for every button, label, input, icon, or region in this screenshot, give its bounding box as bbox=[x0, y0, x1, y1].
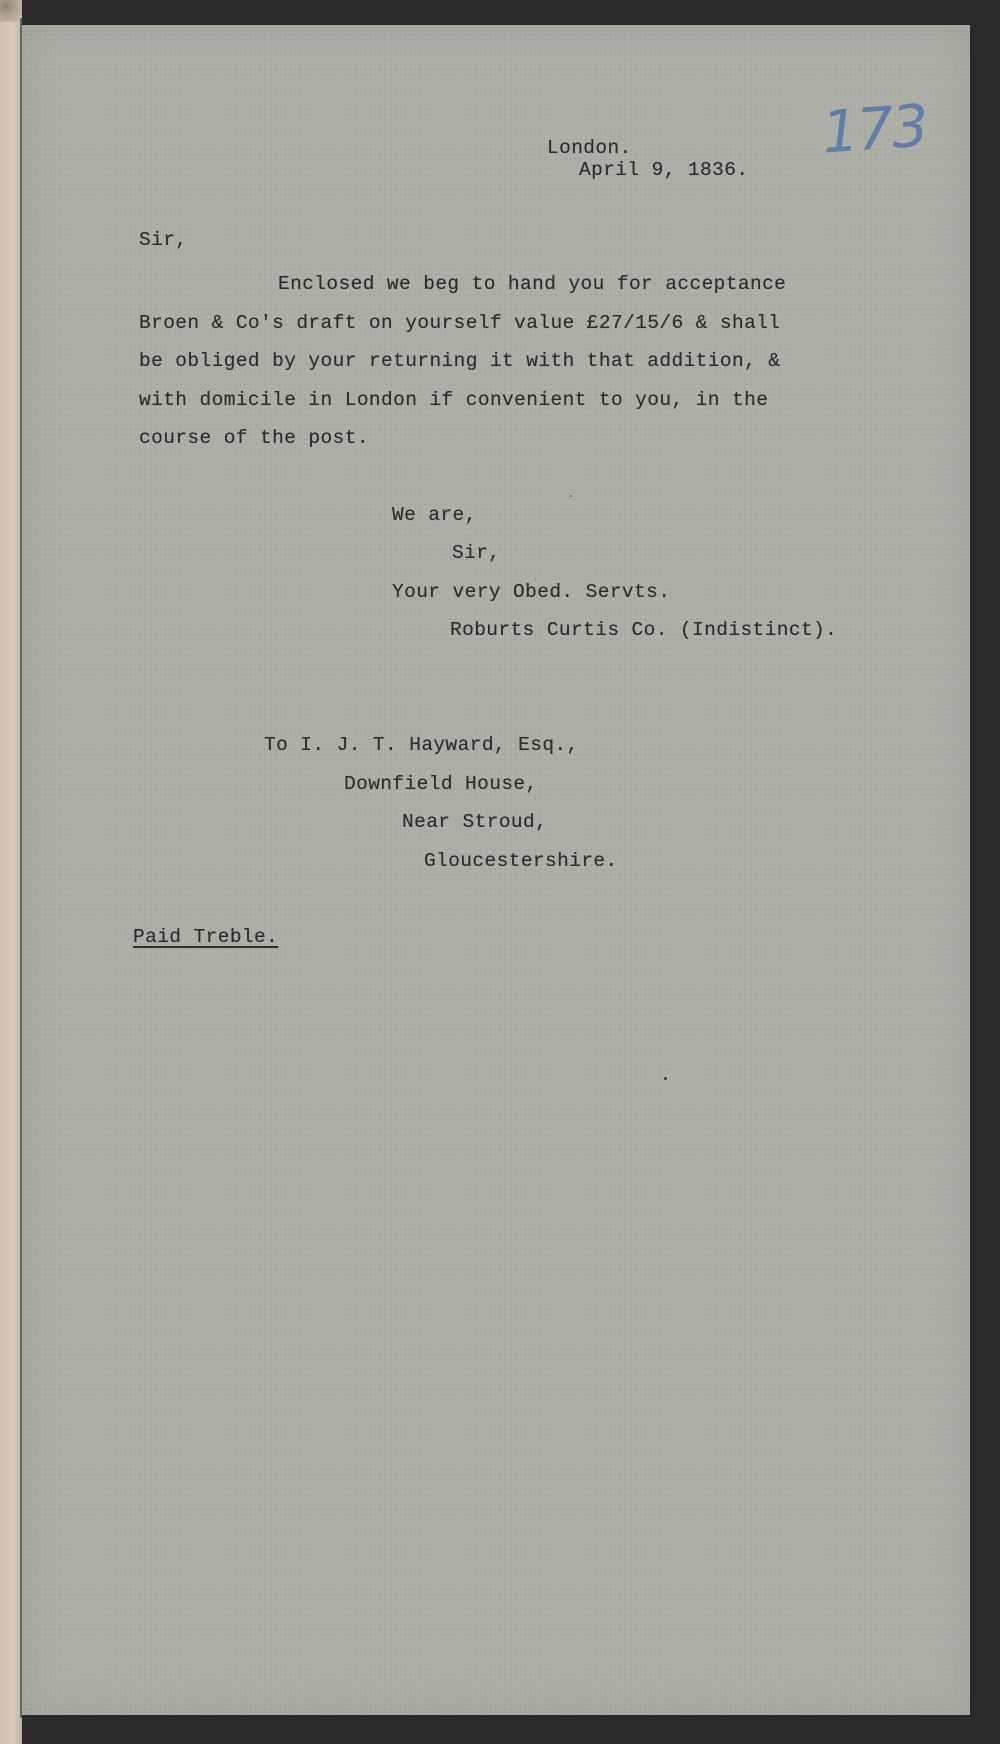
closing-servants: Your very Obed. Servts. bbox=[392, 581, 671, 603]
letter-place: London. bbox=[547, 137, 632, 159]
body-line: Enclosed we beg to hand you for acceptance bbox=[278, 273, 787, 295]
signature: Roburts Curtis Co. (Indistinct). bbox=[450, 619, 838, 641]
book-spine bbox=[0, 0, 22, 1744]
closing-sir: Sir, bbox=[452, 542, 501, 564]
body-line: with domicile in London if convenient to you, in the bbox=[139, 389, 769, 411]
spine-corner bbox=[0, 0, 22, 22]
address-town: Near Stroud, bbox=[402, 811, 548, 833]
folio-number: 173 bbox=[819, 91, 929, 167]
body-line: course of the post. bbox=[139, 427, 369, 449]
address-recipient: To I. J. T. Hayward, Esq., bbox=[264, 734, 579, 756]
salutation: Sir, bbox=[139, 229, 188, 251]
body-line: Broen & Co's draft on yourself value £27/15/6 & shall bbox=[139, 312, 781, 334]
body-line: be obliged by your returning it with that addition, & bbox=[139, 350, 781, 372]
address-house: Downfield House, bbox=[344, 773, 538, 795]
paper-speck bbox=[664, 1077, 667, 1080]
postal-note: Paid Treble. bbox=[133, 926, 279, 948]
address-county: Gloucestershire. bbox=[424, 850, 618, 872]
letter-date: April 9, 1836. bbox=[579, 159, 749, 181]
paper-speck bbox=[570, 495, 572, 497]
closing-we-are: We are, bbox=[392, 504, 477, 526]
letter-page bbox=[22, 25, 970, 1715]
